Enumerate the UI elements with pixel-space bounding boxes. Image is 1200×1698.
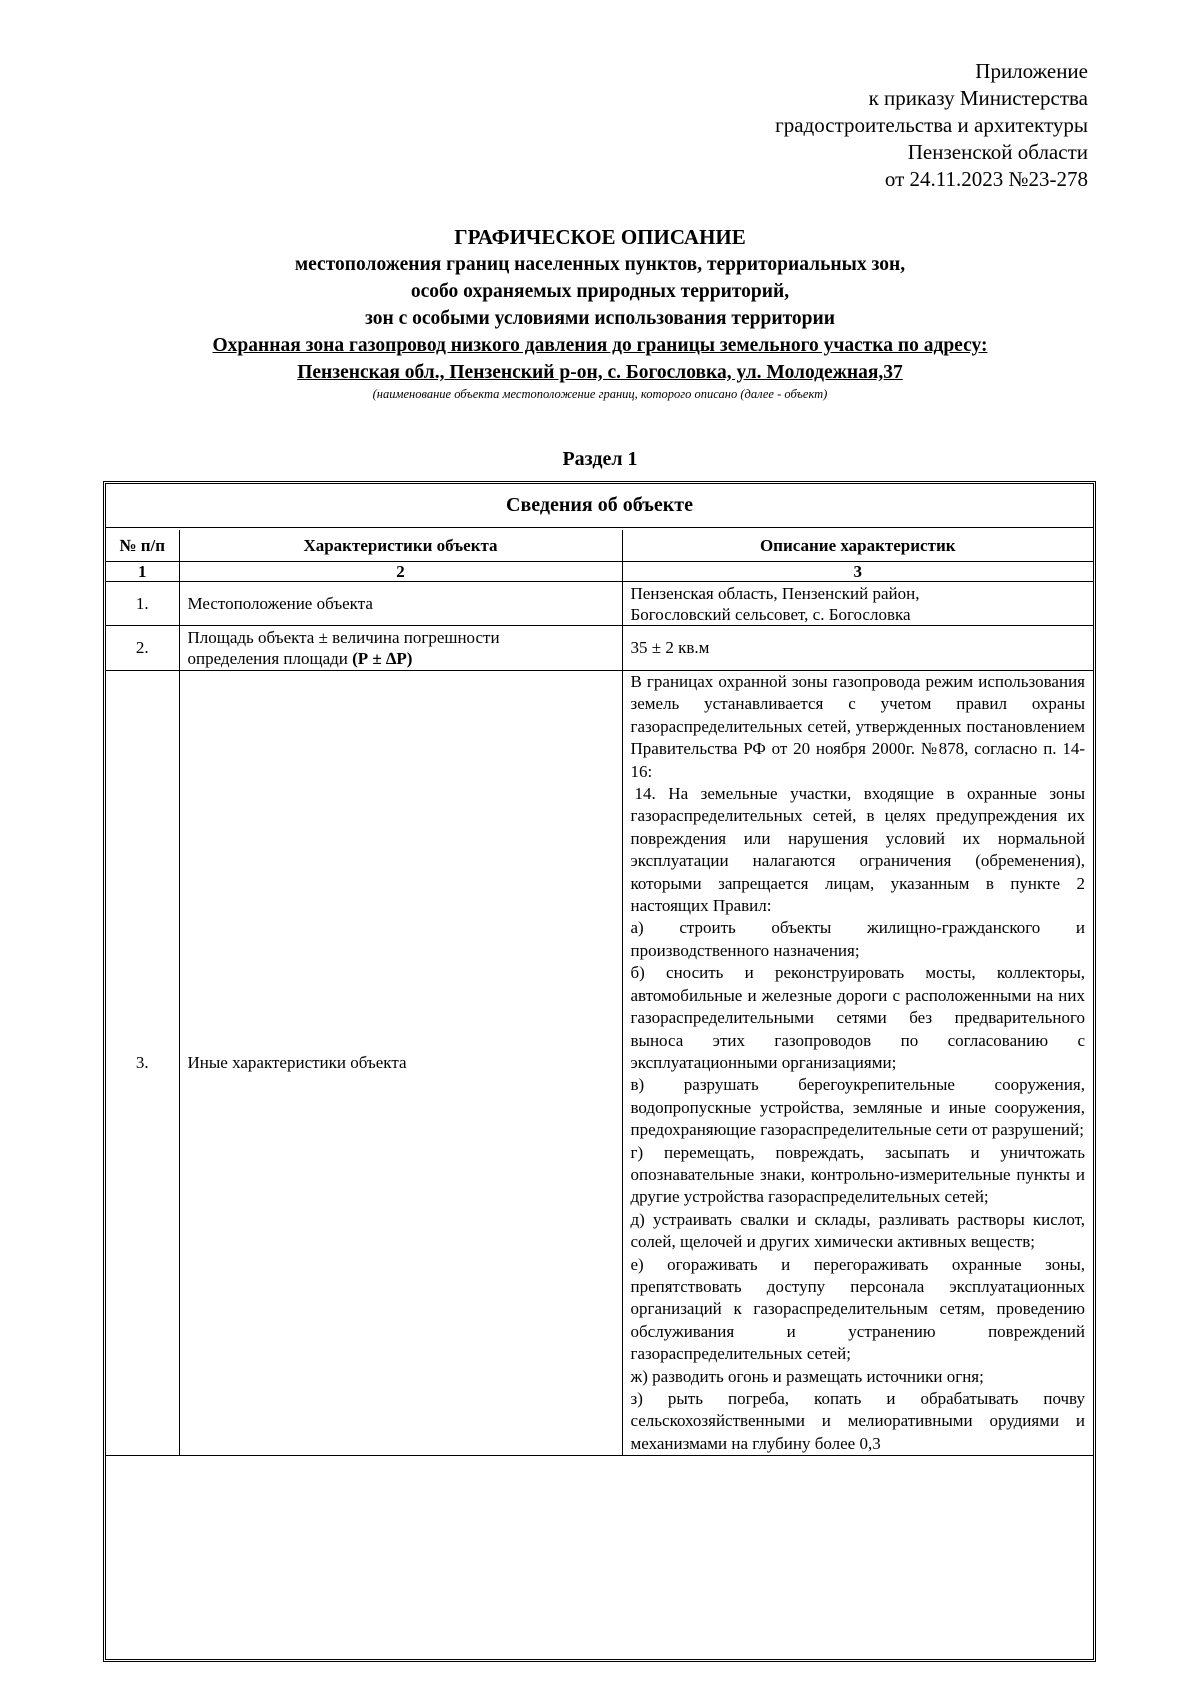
document-subtitle: зон с особыми условиями использования территории bbox=[365, 308, 835, 329]
description-paragraph: 14. На земельные участки, входящие в охранные зоны газораспределительных сетей, в целях предупреждения их повреждения или нарушения условий их нормальной эксплуатации налагаются ограничения (обременения), которыми запрещается лицам, указанным в пункте 2 настоящих Правил: bbox=[630, 784, 1085, 916]
object-address bbox=[0, 359, 1200, 386]
description-paragraph: е) огораживать и перегораживать охранные зоны, препятствовать доступу персонала эксплуатационных организаций к газораспределительным сетям, проведению обслуживания и устранению повреждений газораспределительных сетей; bbox=[630, 1254, 1085, 1364]
table-row bbox=[106, 582, 1093, 626]
document-subtitle: местоположения границ населенных пунктов, территориальных зон, bbox=[294, 254, 906, 275]
description-line: Богословский сельсовет, с. Богословка bbox=[630, 604, 911, 624]
row-description bbox=[622, 671, 1093, 1456]
characteristic-line: Площадь объекта ± величина погрешности bbox=[187, 628, 500, 647]
description-paragraph: ж) разводить огонь и размещать источники огня; bbox=[630, 1366, 984, 1386]
description-paragraph: з) рыть погреба, копать и обрабатывать почву сельскохозяйственными и мелиоративными орудиями и механизмами на глубину более 0,3 bbox=[630, 1389, 1085, 1453]
row-number: 2. bbox=[106, 626, 179, 671]
column-number: 3 bbox=[622, 562, 1093, 582]
description-paragraph: в) разрушать берегоукрепительные сооружения, водопропускные устройства, земляные и иные сооружения, предохраняющие газораспределительные сети от разрушений; bbox=[630, 1075, 1085, 1140]
table-row bbox=[106, 671, 1093, 1456]
row-characteristic bbox=[179, 626, 622, 671]
column-number: 2 bbox=[179, 562, 622, 582]
document-title: ГРАФИЧЕСКОЕ ОПИСАНИЕ bbox=[454, 225, 746, 249]
description-paragraph: В границах охранной зоны газопровода режим использования земель устанавливается с учетом правил охраны газораспределительных сетей, утвержденных постановлением Правительства РФ от 20 ноября 2000г. №878, согласно п. 14-16: bbox=[630, 672, 1085, 781]
characteristic-formula: (Р ± ∆Р) bbox=[352, 649, 413, 668]
row-description bbox=[622, 582, 1093, 626]
column-number: 1 bbox=[106, 562, 179, 582]
column-header: Характеристики объекта bbox=[179, 530, 622, 562]
object-address-text: Пензенская обл., Пензенский р-он, с. Богословка, ул. Молодежная,37 bbox=[297, 362, 903, 383]
approval-line: градостроительства и архитектуры bbox=[775, 113, 1088, 137]
column-header: Описание характеристик bbox=[622, 530, 1093, 562]
document-header bbox=[0, 224, 1200, 402]
object-info-table bbox=[103, 481, 1096, 1662]
column-numbers-row bbox=[106, 562, 1093, 582]
approval-stamp bbox=[775, 58, 1088, 193]
description-line: Пензенская область, Пензенский район, bbox=[630, 583, 920, 603]
description-paragraph: а) строить объекты жилищно-гражданского и производственного назначения; bbox=[630, 918, 1085, 960]
description-paragraph: г) перемещать, повреждать, засыпать и уничтожать опознавательные знаки, контрольно-измерительные пункты и другие устройства газораспределительных сетей; bbox=[630, 1142, 1085, 1207]
description-paragraph: д) устраивать свалки и склады, разливать растворы кислот, солей, щелочей и других химически активных веществ; bbox=[630, 1209, 1085, 1252]
description-paragraph: б) сносить и реконструировать мосты, коллекторы, автомобильные и железные дороги с расположенными на них газораспределительными сетями без предварительного выноса этих газопроводов по согласованию с эксплуатационными организациями; bbox=[630, 963, 1085, 1072]
characteristic-text: определения площади bbox=[187, 649, 353, 668]
object-note: (наименование объекта местоположение границ, которого описано (далее - объект) bbox=[372, 387, 828, 401]
object-name-text: Охранная зона газопровод низкого давления до границы земельного участка по адресу: bbox=[212, 335, 988, 356]
approval-line: Приложение bbox=[975, 59, 1088, 83]
row-characteristic: Местоположение объекта bbox=[179, 582, 622, 626]
row-number: 1. bbox=[106, 582, 179, 626]
document-subtitle: особо охраняемых природных территорий, bbox=[410, 281, 790, 302]
row-description: 35 ± 2 кв.м bbox=[622, 626, 1093, 671]
table-row bbox=[106, 626, 1093, 671]
row-number: 3. bbox=[106, 671, 179, 1456]
table-header-row bbox=[106, 530, 1093, 562]
column-header: № п/п bbox=[106, 530, 179, 562]
object-name bbox=[0, 332, 1200, 359]
section-heading: Раздел 1 bbox=[562, 448, 638, 470]
approval-line: Пензенской области bbox=[907, 140, 1088, 164]
approval-line: к приказу Министерства bbox=[868, 86, 1088, 110]
characteristic-line bbox=[188, 648, 614, 669]
table-title: Сведения об объекте bbox=[106, 484, 1093, 528]
info-table bbox=[106, 530, 1093, 1456]
approval-date: от 24.11.2023 №23-278 bbox=[884, 167, 1088, 191]
row-characteristic: Иные характеристики объекта bbox=[179, 671, 622, 1456]
